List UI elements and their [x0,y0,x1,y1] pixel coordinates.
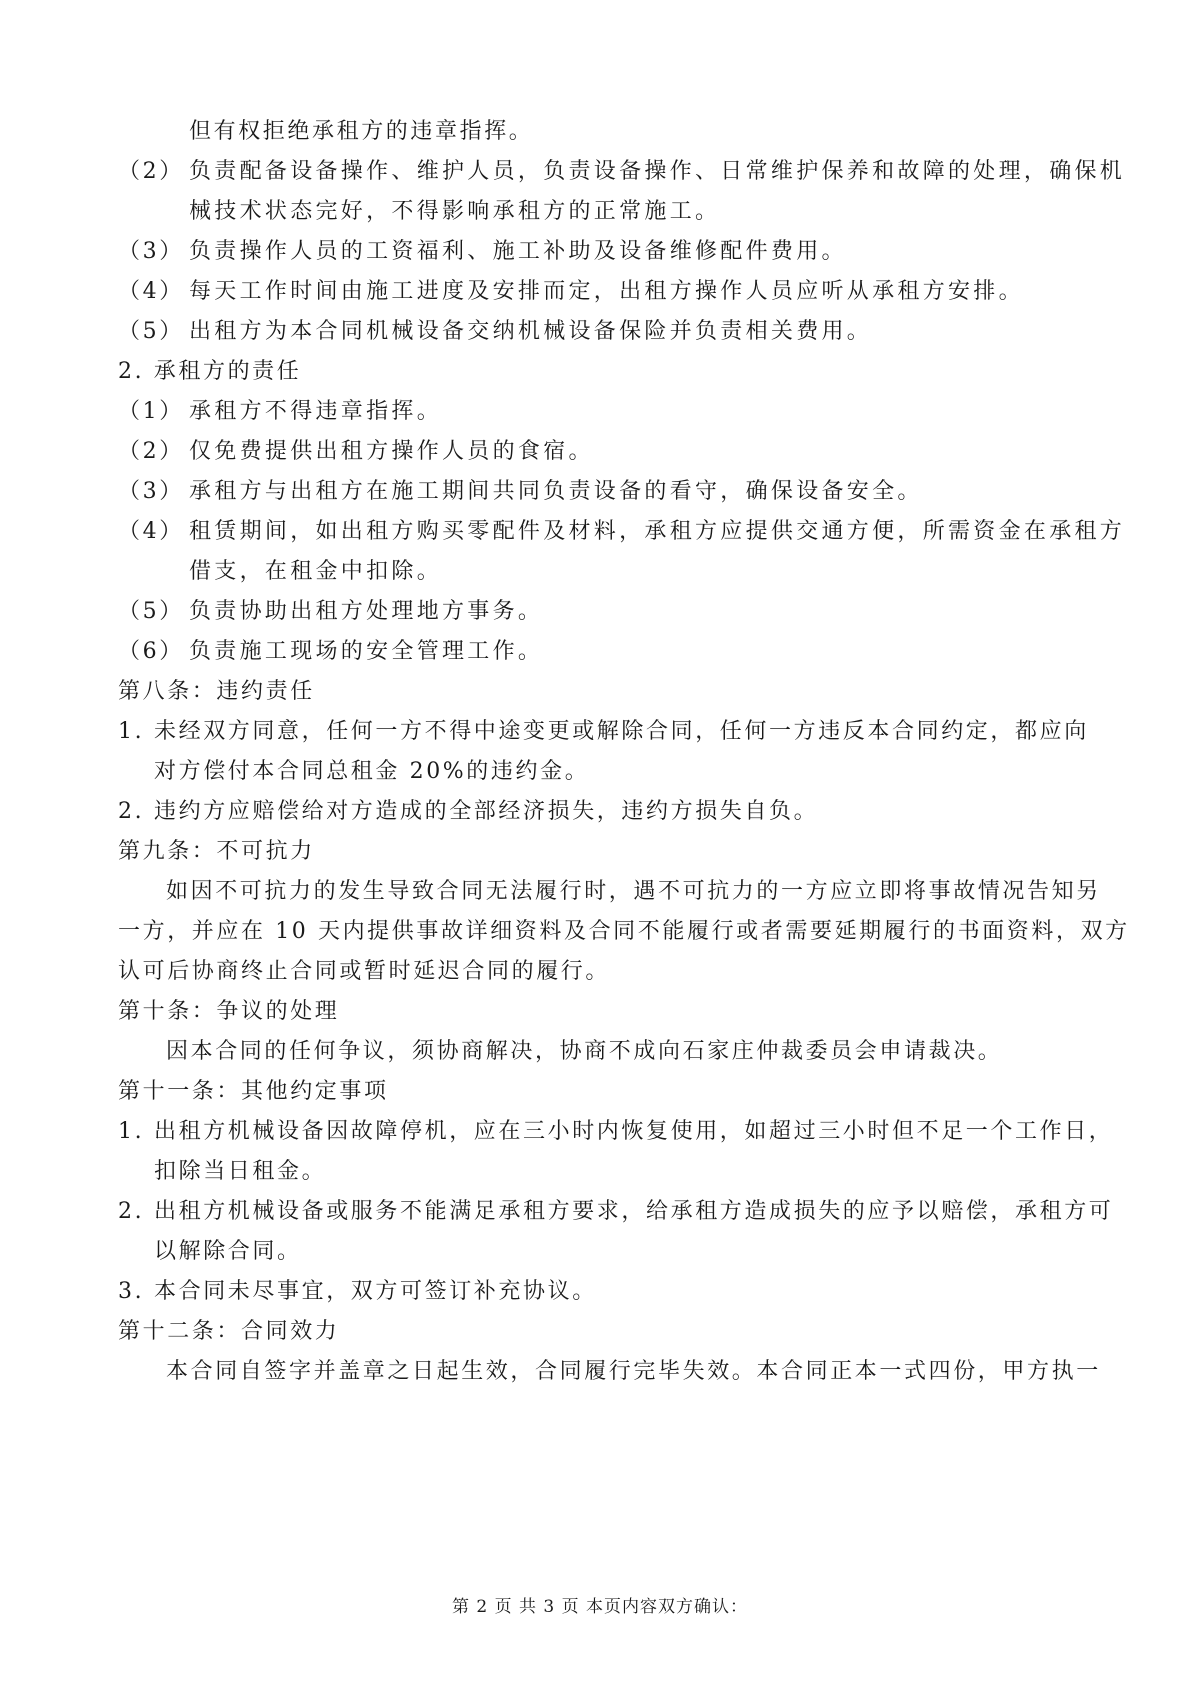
lessee-duty-2 [118,432,1090,472]
item-number: （4） [118,519,184,544]
item-text: 本合同未尽事宜，双方可签订补充协议。 [154,1279,597,1304]
item-text: 负责协助出租方处理地方事务。 [189,599,544,624]
item-text: 每天工作时间由施工进度及安排而定，出租方操作人员应听从承租方安排。 [189,279,1024,304]
item-number: 2. [118,799,145,824]
item-text-cont: 借支，在租金中扣除。 [189,559,443,584]
item-number: （5） [118,319,184,344]
article-12-heading: 第十二条：合同效力 [118,1319,340,1344]
page-footer: 第 2 页 共 3 页 本页内容双方确认： [451,1597,749,1617]
item-text: 出租方机械设备或服务不能满足承租方要求，给承租方造成损失的应予以赔偿，承租方可 [154,1199,1114,1224]
lessor-duty-2 [118,152,1126,232]
item-text: 出租方机械设备因故障停机，应在三小时内恢复使用，如超过三小时但不足一个工作日， [154,1119,1114,1144]
item-text-cont: 扣除当日租金。 [154,1159,327,1184]
section-heading-lessee: 2. 承租方的责任 [118,359,302,384]
item-text: 负责操作人员的工资福利、施工补助及设备维修配件费用。 [189,239,847,264]
article-11-heading: 第十一条：其他约定事项 [118,1079,389,1104]
lessee-duty-3 [118,472,1090,512]
item-number: （2） [118,159,184,184]
item-text: 仅免费提供出租方操作人员的食宿。 [189,439,594,464]
article-11-item-2 [118,1192,1114,1272]
lessee-duty-5 [118,592,1090,632]
item-text-cont: 以解除合同。 [154,1239,302,1264]
article-10-heading: 第十条：争议的处理 [118,999,340,1024]
item-text-cont: 械技术状态完好，不得影响承租方的正常施工。 [189,199,721,224]
item-number: （3） [118,479,184,504]
paragraph-line: 本合同自签字并盖章之日起生效，合同履行完毕失效。本合同正本一式四份，甲方执一 [166,1359,1101,1384]
item-text: 承租方不得违章指挥。 [189,399,443,424]
paragraph-line: 如因不可抗力的发生导致合同无法履行时，遇不可抗力的一方应立即将事故情况告知另 [166,879,1101,904]
article-9-paragraph [118,872,1130,992]
item-number: 2. [118,1199,145,1224]
item-text: 负责施工现场的安全管理工作。 [189,639,544,664]
lessee-duty-6 [118,632,1090,672]
item-text: 承租方与出租方在施工期间共同负责设备的看守，确保设备安全。 [189,479,923,504]
item-number: （6） [118,639,184,664]
article-8-item-1 [118,712,1090,792]
item-number: （5） [118,599,184,624]
item-text-cont: 对方偿付本合同总租金 20%的违约金。 [154,759,590,784]
paragraph-line: 因本合同的任何争议，须协商解决，协商不成向石家庄仲裁委员会申请裁决。 [166,1039,1003,1064]
item-number: 1. [118,1119,145,1144]
item-text: 租赁期间，如出租方购买零配件及材料，承租方应提供交通方便，所需资金在承租方 [189,519,1126,544]
item-number: （1） [118,399,184,424]
paragraph-line: 认可后协商终止合同或暂时延迟合同的履行。 [118,959,611,984]
lessor-duty-4 [118,272,1090,312]
lessor-duty-3 [118,232,1090,272]
paragraph-line: 一方，并应在 10 天内提供事故详细资料及合同不能履行或者需要延期履行的书面资料，双方 [118,919,1130,944]
item-text: 违约方应赔偿给对方造成的全部经济损失，违约方损失自负。 [154,799,819,824]
article-11-item-3 [118,1272,1090,1312]
item-text: 出租方为本合同机械设备交纳机械设备保险并负责相关费用。 [189,319,873,344]
article-9-heading: 第九条：不可抗力 [118,839,315,864]
clause-continuation: 但有权拒绝承租方的违章指挥。 [189,119,534,144]
lessee-duty-1 [118,392,1090,432]
item-text: 负责配备设备操作、维护人员，负责设备操作、日常维护保养和故障的处理，确保机 [189,159,1126,184]
article-11-item-1 [118,1112,1114,1192]
item-number: 1. [118,719,145,744]
article-8-heading: 第八条：违约责任 [118,679,315,704]
item-number: （4） [118,279,184,304]
lessor-duty-5 [118,312,1090,352]
item-text: 未经双方同意，任何一方不得中途变更或解除合同，任何一方违反本合同约定，都应向 [154,719,1089,744]
article-12-paragraph [118,1352,1101,1392]
item-number: （2） [118,439,184,464]
item-number: 3. [118,1279,145,1304]
article-8-item-2 [118,792,1090,832]
contract-page [118,112,1130,1392]
lessee-duty-4 [118,512,1126,592]
article-10-paragraph [118,1032,1090,1072]
item-number: （3） [118,239,184,264]
